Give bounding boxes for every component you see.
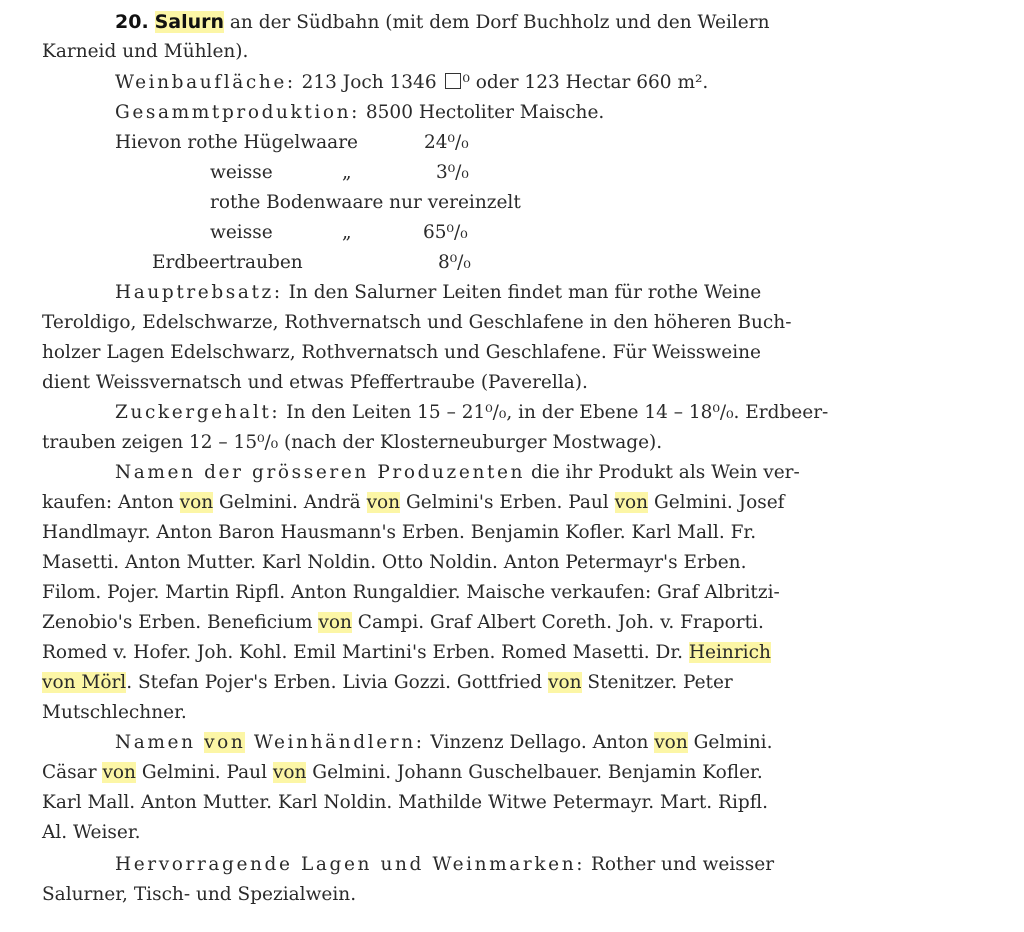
production-value: 8500 Hectoliter Maische. [360, 102, 605, 123]
varieties-line-1 [115, 281, 761, 305]
entry-name: Salurn [154, 11, 225, 33]
area-line [115, 71, 708, 95]
varieties-line-3: holzer Lagen Edelschwarz, Rothvernatsch und Geschlafene. Für Weissweine [42, 342, 761, 363]
varieties-line-2: Teroldigo, Edelschwarze, Rothvernatsch und Geschlafene in den höheren Buch- [42, 312, 792, 333]
producers-text: Campi. Graf Albert Coreth. Joh. v. Fraporti. [351, 612, 764, 633]
varieties-text: In den Salurner Leiten findet man für rothe Weine [282, 282, 762, 303]
producers-line-3: Handlmayr. Anton Baron Hausmann's Erben. Benjamin Kofler. Karl Mall. Fr. [42, 522, 757, 543]
producers-text: Gelmini. Andrä [213, 492, 367, 513]
area-value-a: 213 Joch 1346 [295, 72, 443, 93]
sugar-line-2: trauben zeigen 12 – 15⁰/₀ (nach der Klosterneuburger Mostwage). [42, 432, 663, 453]
varieties-line-4: dient Weissvernatsch und etwas Pfeffertraube (Paverella). [42, 372, 588, 393]
entry-heading-line [115, 10, 770, 35]
producers-line-7 [42, 641, 771, 665]
breakdown-intro: Hievon rothe Hügelwaare [115, 132, 358, 153]
square-klafter-icon [445, 73, 461, 89]
sites-line-1 [115, 853, 774, 877]
sugar-line-1 [115, 401, 828, 425]
merchants-line-1 [115, 731, 772, 755]
breakdown-row-pct: 65⁰/₀ [423, 222, 468, 243]
highlight-von: von [654, 732, 688, 753]
producers-line-5: Filom. Pojer. Martin Ripfl. Anton Rungaldier. Maische verkaufen: Graf Albritzi- [42, 582, 780, 603]
producers-line-2 [42, 491, 785, 515]
breakdown-row-name: Erdbeertrauben [152, 252, 303, 273]
highlight-von: von [179, 492, 214, 513]
entry-intro-2: Karneid und Mühlen). [42, 41, 249, 62]
merchants-line-3: Karl Mall. Anton Mutter. Karl Noldin. Mathilde Witwe Petermayr. Mart. Ripfl. [42, 792, 768, 813]
highlight-von: von [102, 762, 136, 783]
area-value-b: ⁰ oder 123 Hectar 660 m². [462, 72, 709, 93]
highlight-von-moerl: von Mörl [42, 672, 127, 693]
merchants-line-2 [42, 761, 763, 785]
area-label: Weinbaufläche: [115, 72, 296, 93]
sugar-label: Zuckergehalt: [115, 402, 281, 423]
merchants-text: Gelmini. Paul [135, 762, 273, 783]
breakdown-row-ditto: „ [342, 222, 352, 243]
sites-text: Rother und weisser [585, 854, 775, 875]
highlight-von: von [614, 492, 649, 513]
highlight-von: von [548, 672, 582, 693]
producers-text: Zenobio's Erben. Beneficium [42, 612, 319, 633]
breakdown-row-name: rothe Bodenwaare nur vereinzelt [210, 192, 521, 213]
merchants-label: Weinhändlern: [245, 732, 425, 753]
highlight-von: von [272, 762, 307, 783]
merchants-text: Cäsar [42, 762, 103, 783]
breakdown-row-name: weisse [210, 162, 273, 183]
varieties-label: Hauptrebsatz: [115, 282, 283, 303]
sugar-text: In den Leiten 15 – 21⁰/₀, in der Ebene 14 – 18⁰/₀. Erdbeer- [280, 402, 829, 423]
merchants-label: Namen [115, 732, 205, 753]
breakdown-row-pct: 8⁰/₀ [438, 252, 471, 273]
sites-label: Hervorragende Lagen und Weinmarken: [115, 854, 586, 875]
producers-text: . Stefan Pojer's Erben. Livia Gozzi. Gottfried [126, 672, 548, 693]
sites-line-2: Salurner, Tisch- und Spezialwein. [42, 884, 357, 905]
producers-label: Namen der grösseren Produzenten [115, 462, 526, 483]
producers-line-6 [42, 611, 764, 635]
producers-text: die ihr Produkt als Wein ver- [525, 462, 800, 483]
entry-number: 20. [115, 11, 149, 33]
producers-line-4: Masetti. Anton Mutter. Karl Noldin. Otto Noldin. Anton Petermayr's Erben. [42, 552, 747, 573]
breakdown-row-name: weisse [210, 222, 273, 243]
producers-text: Gelmini's Erben. Paul [400, 492, 615, 513]
highlight-von: von [318, 612, 352, 633]
merchants-text: Vinzenz Dellago. Anton [424, 732, 655, 753]
producers-text: Romed v. Hofer. Joh. Kohl. Emil Martini's Erben. Romed Masetti. Dr. [42, 642, 689, 663]
producers-line-1 [115, 461, 800, 485]
breakdown-row-ditto: „ [342, 162, 352, 183]
merchants-text: Gelmini. Johann Guschelbauer. Benjamin Kofler. [306, 762, 763, 783]
production-line [115, 101, 604, 125]
producers-line-9: Mutschlechner. [42, 702, 187, 723]
producers-text: Gelmini. Josef [648, 492, 785, 513]
highlight-von: von [366, 492, 401, 513]
merchants-line-4: Al. Weiser. [42, 822, 141, 843]
producers-line-8 [42, 671, 733, 695]
highlight-heinrich: Heinrich [688, 642, 771, 663]
highlight-von: von [204, 732, 246, 753]
breakdown-intro-pct: 24⁰/₀ [424, 132, 469, 153]
merchants-text: Gelmini. [687, 732, 773, 753]
production-label: Gesammtproduktion: [115, 102, 360, 123]
producers-text: kaufen: Anton [42, 492, 180, 513]
entry-intro-1: an der Südbahn (mit dem Dorf Buchholz und den Weilern [224, 12, 770, 33]
breakdown-row-pct: 3⁰/₀ [436, 162, 469, 183]
producers-text: Stenitzer. Peter [581, 672, 733, 693]
